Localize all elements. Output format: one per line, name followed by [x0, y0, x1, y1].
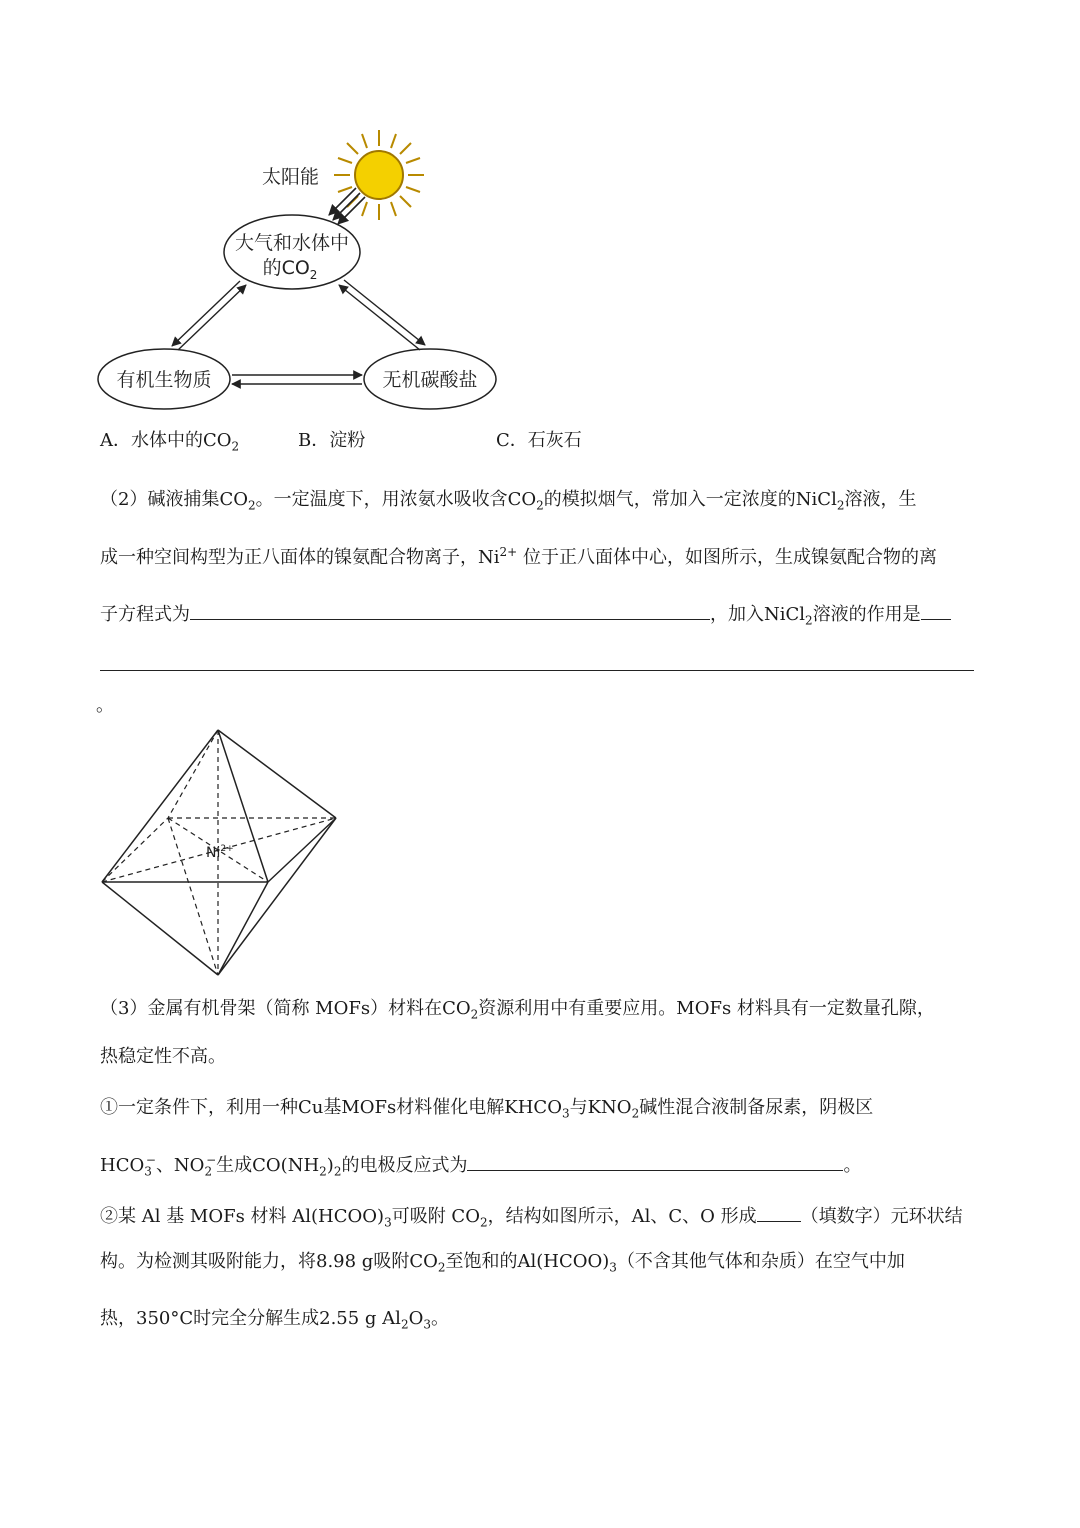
ni-center-label: $Ni^{2+}$	[206, 844, 234, 861]
part2-line2: 成一种空间构型为正八面体的镍氨配合物离子，$Ni^{2+}$ 位于正八面体中心，如图所示，生成镍氨配合物的离	[100, 545, 937, 568]
node-top-line1: 大气和水体中	[234, 232, 350, 254]
part2-line5: 。	[96, 695, 114, 716]
q2-line2: 构。为检测其吸附能力，将8.98 g吸附$CO_2$至饱和的$Al(HCOO)_3$（不含其他气体和杂质）在空气中加	[100, 1251, 905, 1275]
part2-line1: （2）碱液捕集$CO_2$。一定温度下，用浓氨水吸收含$CO_2$的模拟烟气，常加入一定浓度的NiCl$_2$溶液，生	[100, 489, 917, 513]
answer-blank-equation[interactable]	[190, 601, 710, 620]
q2-line1: ②某 Al 基 MOFs 材料 $Al(HCOO)_3$可吸附 $CO_2$，结构如图所示，Al、C、O 形成 （填数字）元环状结	[100, 1203, 963, 1229]
answer-blank-nicl2-role[interactable]	[921, 601, 951, 620]
answer-blank-ring-size[interactable]	[757, 1203, 801, 1222]
part2-line3: 子方程式为 ，加入NiCl$_2$溶液的作用是	[100, 601, 951, 627]
option-b: B．淀粉	[298, 430, 366, 451]
answer-blank-line[interactable]	[100, 670, 974, 671]
part3-line2: 热稳定性不高。	[100, 1046, 226, 1067]
option-c: C．石灰石	[496, 430, 582, 451]
part3-line1: （3）金属有机骨架（简称 MOFs）材料在$CO_2$资源利用中有重要应用。MOFs 材料具有一定数量孔隙，	[100, 998, 935, 1022]
node-top-line2: 的$CO_2$	[262, 257, 318, 282]
q1-line1: ①一定条件下，利用一种Cu基MOFs材料催化电解$KHCO_3$与$KNO_2$碱性混合液制备尿素，阴极区	[100, 1097, 874, 1121]
node-left-label: 有机生物质	[116, 369, 212, 391]
option-a: A．水体中的$CO_2$	[100, 430, 240, 454]
q2-line3: 热，350°C时完全分解生成2.55 g $Al_2O_3$。	[100, 1308, 449, 1332]
carbon-cycle-diagram	[0, 0, 560, 420]
answer-blank-electrode-reaction[interactable]	[467, 1152, 843, 1171]
q1-line2: $HCO_3^-$、$NO_2^-$生成$CO(NH_2)_2$的电极反应式为 。	[100, 1153, 862, 1179]
sunlight-arrows	[329, 188, 365, 224]
node-right-label: 无机碳酸盐	[382, 369, 478, 391]
octahedron-diagram	[90, 720, 360, 990]
sun-label: 太阳能	[262, 166, 320, 188]
